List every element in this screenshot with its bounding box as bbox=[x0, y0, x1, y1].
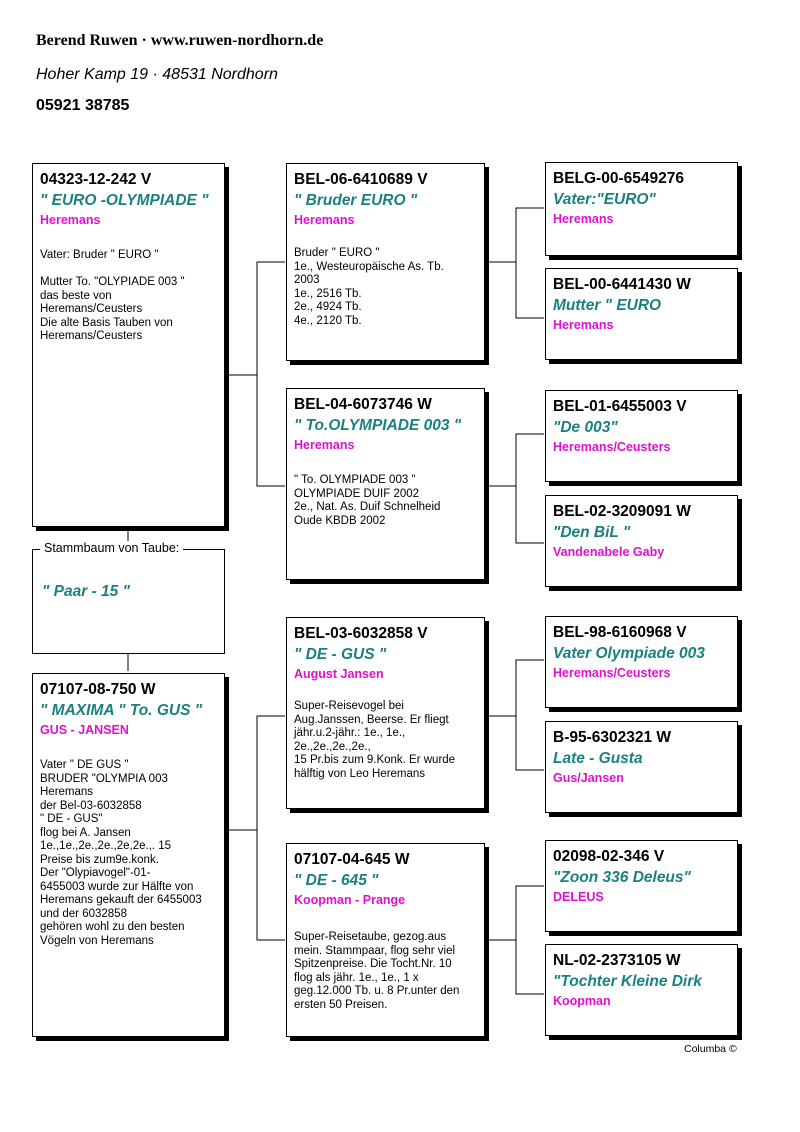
sds-name: "De 003" bbox=[553, 419, 618, 436]
dsd-name: Late - Gusta bbox=[553, 750, 643, 767]
dss-ring-number: BEL-98-6160968 V bbox=[553, 624, 687, 641]
dam-name: " MAXIMA " To. GUS " bbox=[40, 702, 203, 719]
sire-sire-card bbox=[286, 163, 485, 361]
sds-breeder: Heremans/Ceusters bbox=[553, 440, 671, 454]
dam-sire-card bbox=[286, 617, 485, 809]
dam-ring-number: 07107-08-750 W bbox=[40, 681, 156, 698]
sire-dam-description: " To. OLYMPIADE 003 " OLYMPIADE DUIF 2002 2e., Nat. As. Duif Schnelheid Oude KBDB 2002 bbox=[294, 474, 441, 527]
sire-dam-ring-number: BEL-04-6073746 W bbox=[294, 396, 432, 413]
sire-sire-dam-card bbox=[545, 268, 738, 360]
dam-sire-breeder: August Jansen bbox=[294, 667, 384, 681]
dam-breeder: GUS - JANSEN bbox=[40, 723, 129, 737]
dam-dam-ring-number: 07107-04-645 W bbox=[294, 851, 410, 868]
footer-credit: Columba © bbox=[684, 1043, 737, 1055]
sire-ring-number: 04323-12-242 V bbox=[40, 171, 152, 188]
sire-dam-name: " To.OLYMPIADE 003 " bbox=[294, 417, 462, 434]
sire-sire-name: " Bruder EURO " bbox=[294, 192, 418, 209]
sss-breeder: Heremans bbox=[553, 212, 614, 226]
sdd-breeder: Vandenabele Gaby bbox=[553, 545, 665, 559]
dds-name: "Zoon 336 Deleus" bbox=[553, 869, 691, 886]
dam-card bbox=[32, 673, 225, 1037]
dam-dam-breeder: Koopman - Prange bbox=[294, 893, 406, 907]
dds-ring-number: 02098-02-346 V bbox=[553, 848, 665, 865]
sire-name: " EURO -OLYMPIADE " bbox=[40, 192, 209, 209]
dss-breeder: Heremans/Ceusters bbox=[553, 666, 671, 680]
sdd-name: "Den BiL " bbox=[553, 524, 631, 541]
dsd-breeder: Gus/Jansen bbox=[553, 771, 624, 785]
ddd-name: "Tochter Kleine Dirk bbox=[553, 973, 702, 990]
sds-ring-number: BEL-01-6455003 V bbox=[553, 398, 687, 415]
ddd-breeder: Koopman bbox=[553, 994, 611, 1008]
header-name-website: Berend Ruwen · www.ruwen-nordhorn.de bbox=[36, 32, 324, 49]
ddd-ring-number: NL-02-2373105 W bbox=[553, 952, 681, 969]
sire-description: Vater: Bruder " EURO " Mutter To. "OLYPIADE 003 " das beste von Heremans/Ceusters Die alte Basis Tauben von Heremans/Ceusters bbox=[40, 249, 185, 342]
dam-sire-sire-card bbox=[545, 616, 738, 708]
sire-sire-ring-number: BEL-06-6410689 V bbox=[294, 171, 428, 188]
sire-dam-card bbox=[286, 388, 485, 580]
ssd-breeder: Heremans bbox=[553, 318, 614, 332]
sire-breeder: Heremans bbox=[40, 213, 101, 227]
dsd-ring-number: B-95-6302321 W bbox=[553, 729, 672, 746]
ssd-name: Mutter " EURO bbox=[553, 297, 662, 314]
sire-dam-sire-card bbox=[545, 390, 738, 482]
header-phone: 05921 38785 bbox=[36, 97, 130, 114]
dam-sire-description: Super-Reisevogel bei Aug.Janssen, Beerse. Er fliegt jähr.u.2-jähr.: 1e., 1e., 2e.,2e.,2e.,2e., 15 Pr.bis zum 9.Konk. Er wurde hälftig von Leo Heremans bbox=[294, 700, 456, 780]
sire-sire-sire-card bbox=[545, 162, 738, 256]
dam-sire-ring-number: BEL-03-6032858 V bbox=[294, 625, 428, 642]
dam-description: Vater " DE GUS " BRUDER "OLYMPIA 003 Heremans der Bel-03-6032858 " DE - GUS" flog bei A. Jansen 1e.,1e.,2e.,2e.,2e,2e.,. 15 Preise bis zum9e.konk. Der "Olypiavogel"-01- 6455003 wurde zur Hälfte von Heremans gekauft der 6455003 und der 6032858 gehören wohl zu den besten Vögeln von Heremans bbox=[40, 759, 202, 947]
sss-name: Vater:"EURO" bbox=[553, 191, 656, 208]
sire-dam-dam-card bbox=[545, 495, 738, 587]
dam-dam-description: Super-Reisetaube, gezog.aus mein. Stammpaar, flog sehr viel Spitzenpreise. Die Tocht.Nr. 10 flog als jähr. 1e., 1e., 1 x geg.12.000 Tb. u. 8 Pr.unter den ersten 50 Preisen. bbox=[294, 931, 460, 1011]
pedigree-title-box bbox=[32, 549, 225, 654]
sire-card bbox=[32, 163, 225, 527]
sire-sire-description: Bruder " EURO " 1e., Westeuropäische As. Tb. 2003 1e., 2516 Tb. 2e., 4924 Tb. 4e., 2120 Tb. bbox=[294, 247, 444, 327]
dam-sire-name: " DE - GUS " bbox=[294, 646, 387, 663]
sire-sire-breeder: Heremans bbox=[294, 213, 355, 227]
pedigree-name: " Paar - 15 " bbox=[42, 583, 130, 600]
dam-dam-dam-card bbox=[545, 944, 738, 1036]
pedigree-label: Stammbaum von Taube: bbox=[40, 541, 183, 555]
sire-dam-breeder: Heremans bbox=[294, 438, 355, 452]
dam-sire-dam-card bbox=[545, 721, 738, 813]
sss-ring-number: BELG-00-6549276 bbox=[553, 170, 684, 187]
dam-dam-name: " DE - 645 " bbox=[294, 872, 379, 889]
sdd-ring-number: BEL-02-3209091 W bbox=[553, 503, 691, 520]
dam-dam-sire-card bbox=[545, 840, 738, 932]
dam-dam-card bbox=[286, 843, 485, 1037]
dss-name: Vater Olympiade 003 bbox=[553, 645, 705, 662]
dds-breeder: DELEUS bbox=[553, 890, 604, 904]
header-address: Hoher Kamp 19 · 48531 Nordhorn bbox=[36, 66, 278, 83]
ssd-ring-number: BEL-00-6441430 W bbox=[553, 276, 691, 293]
